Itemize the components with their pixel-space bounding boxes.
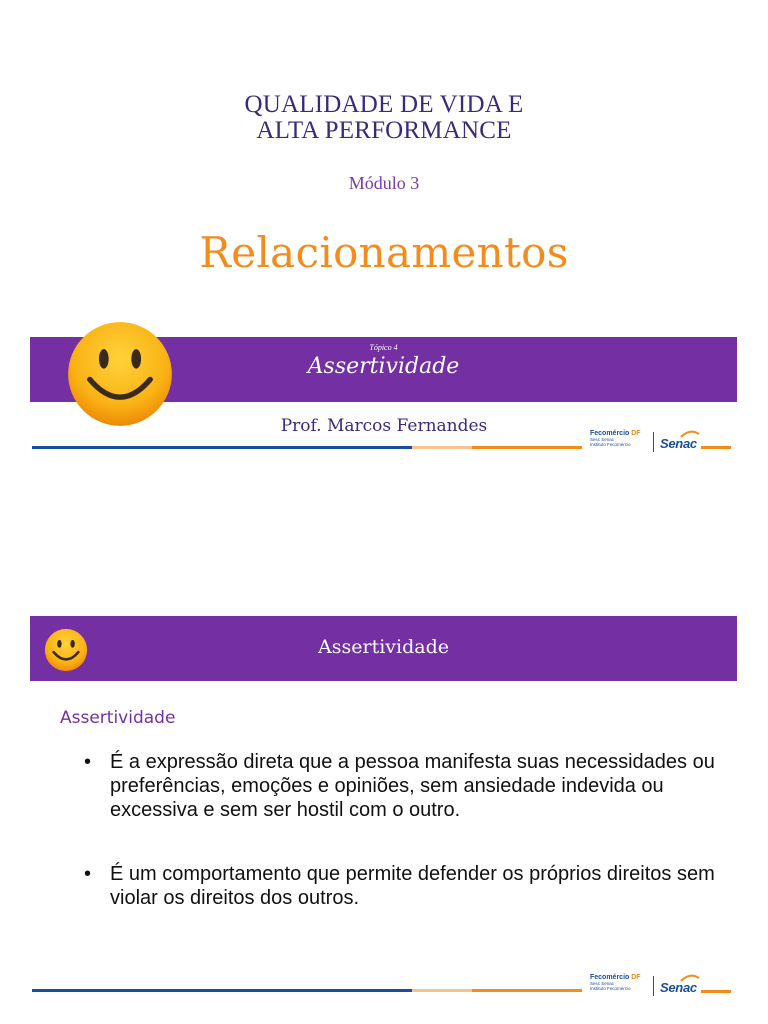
- logo-divider: [653, 432, 654, 452]
- senac-logo: Senac: [660, 980, 697, 995]
- topic-name: Assertividade: [307, 354, 460, 379]
- title-slide: [0, 0, 768, 470]
- section-heading: Assertividade: [60, 708, 176, 728]
- topic-number: Tópico 4: [369, 343, 398, 352]
- professor-name: Prof. Marcos Fernandes: [280, 416, 488, 436]
- smiley-face-icon: [66, 320, 174, 428]
- sponsor-logos: [584, 972, 734, 1002]
- fecomercio-sub2: Instituto Fecomércio: [590, 986, 631, 991]
- sponsor-logos: [584, 428, 734, 458]
- fecomercio-region: DF: [631, 974, 641, 981]
- fecomercio-name: Fecomércio: [590, 974, 630, 981]
- bullet-item: [80, 862, 720, 910]
- fecomercio-sub1: Sesc Senac: [590, 437, 615, 442]
- bullet-list: [80, 750, 720, 910]
- senac-line: [701, 990, 731, 993]
- content-slide: [0, 580, 768, 1024]
- band-title: Assertividade: [318, 636, 449, 658]
- course-title-line2: ALTA PERFORMANCE: [256, 117, 512, 144]
- bullet-text: É um comportamento que permite defender os próprios direitos sem violar os direitos dos outros.: [110, 863, 715, 909]
- bullet-text: É a expressão direta que a pessoa manifesta suas necessidades ou preferências, emoções e opiniões, sem ansiedade indevida ou excessiva e sem ser hostil com o outro.: [110, 751, 715, 821]
- bullet-mark: •: [84, 863, 92, 885]
- course-title: [0, 92, 768, 144]
- fecomercio-logo: [590, 430, 652, 447]
- senac-line: [701, 446, 731, 449]
- logo-divider: [653, 976, 654, 996]
- content-band: [30, 616, 737, 681]
- fecomercio-sub1: Sesc Senac: [590, 981, 615, 986]
- fecomercio-region: DF: [631, 430, 641, 437]
- smiley-face-icon: [44, 628, 88, 672]
- fecomercio-name: Fecomércio: [590, 430, 630, 437]
- module-label: Módulo 3: [348, 173, 420, 193]
- bullet-item: [80, 750, 720, 822]
- main-title: Relacionamentos: [199, 228, 569, 277]
- course-title-line1: QUALIDADE DE VIDA E: [244, 91, 524, 118]
- fecomercio-logo: [590, 974, 652, 991]
- bullet-mark: •: [84, 751, 92, 773]
- senac-logo: Senac: [660, 436, 697, 451]
- fecomercio-sub2: Instituto Fecomércio: [590, 442, 631, 447]
